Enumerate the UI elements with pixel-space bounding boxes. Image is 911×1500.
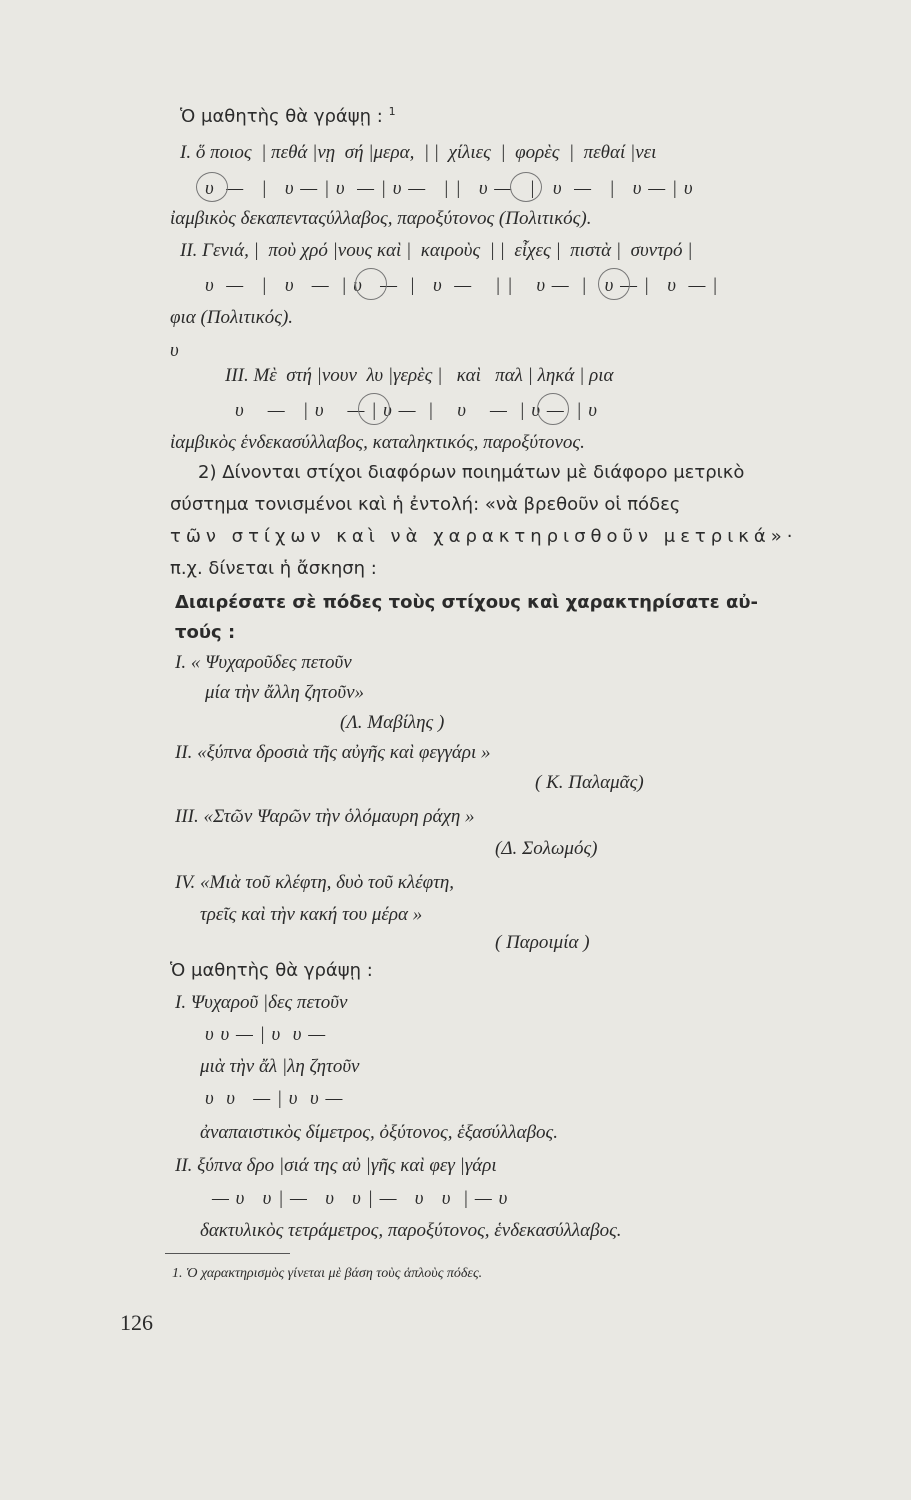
pencil-circle-mark [358,393,390,425]
verse-iii-meter: υ — | υ — | υ — | υ — | υ — | υ [235,400,598,421]
exercise-i-author: (Λ. Μαβίλης ) [340,712,445,733]
exercise-iv-author: ( Παροιμία ) [495,932,590,953]
verse-ii-continuation: φια (Πολιτικός). [170,307,294,328]
verse-i-description: ἰαμβικὸς δεκαπενταςύλλαβος, παροξύτονος (Πολιτικός). [170,208,592,229]
paragraph-2-line-3: τῶν στίχων καὶ νὰ χαρακτηρισθοῦν μετρικά»· [170,526,798,547]
footnote-text: 1. Ὁ χαρακτηρισμὸς γίνεται μὲ βάση τοὺς ἁπλοὺς πόδες. [172,1266,483,1281]
exercise-i-line-2: μία τὴν ἄλλη ζητοῦν» [205,682,365,703]
answer-ii-meter: — υ υ | — υ υ | — υ υ | — υ [212,1188,509,1209]
exercise-instruction-line-2: τούς : [175,622,236,643]
stray-mark: υ [170,340,179,361]
exercise-ii-author: ( Κ. Παλαμᾶς) [535,772,644,793]
answer-ii-description: δακτυλικὸς τετράμετρος, παροξύτονος, ἑνδεκασύλλαβος. [200,1220,622,1241]
answer-i-meter-1: υ υ — | υ υ — [205,1024,327,1045]
verse-iii-line: ΙΙΙ. Μὲ στή |νουν λυ |γερὲς | καὶ παλ | ληκά | ρια [225,365,614,386]
paragraph-2-line-4: π.χ. δίνεται ἡ ἄσκηση : [170,558,377,579]
heading-text: Ὁ μαθητὴς θὰ γράψῃ : [180,106,389,127]
pencil-circle-mark [196,172,228,202]
answer-i-line-2: μιὰ τὴν ἄλ |λη ζητοῦν [200,1056,360,1077]
verse-ii-line: ΙΙ. Γενιά, | ποὺ χρό |νους καὶ | καιροὺς | | εἶχες | πιστὰ | συντρό | [180,240,693,261]
answer-i-meter-2: υ υ — | υ υ — [205,1088,344,1109]
answer-ii-line: ΙΙ. ξύπνα δρο |σιά της αὐ |γῆς καὶ φεγ |γάρι [175,1155,497,1176]
footnote-divider [165,1253,290,1254]
exercise-ii-line: ΙΙ. «ξύπνα δροσιὰ τῆς αὐγῆς καὶ φεγγάρι » [175,742,491,763]
paragraph-2-line-1: 2) Δίνονται στίχοι διαφόρων ποιημάτων μὲ διάφορο μετρικὸ [198,462,745,483]
verse-ii-meter: υ — | υ — | υ — | υ — | | υ — | υ — | υ — | [205,275,719,296]
exercise-iv-line-2: τρεῖς καὶ τὴν κακή του μέρα » [200,904,423,925]
exercise-iii-line: ΙΙΙ. «Στῶν Ψαρῶν τὴν ὁλόμαυρη ράχη » [175,806,475,827]
answer-i-description: ἀναπαιστικὸς δίμετρος, ὀξύτονος, ἑξασύλλαβος. [200,1122,558,1143]
footnote-marker: 1 [388,105,396,118]
pencil-circle-mark [355,268,387,300]
exercise-iv-line-1: ΙV. «Μιὰ τοῦ κλέφτη, δυὸ τοῦ κλέφτη, [175,872,455,893]
pencil-circle-mark [537,393,569,425]
exercise-iii-author: (Δ. Σολωμός) [495,838,598,859]
page-number: 126 [120,1310,153,1335]
verse-iii-description: ἰαμβικὸς ἑνδεκασύλλαβος, καταληκτικός, παροξύτονος. [170,432,585,453]
verse-i-line: Ι. ὅ ποιος | πεθά |νῃ σή |μερα, | | χίλιες | φορὲς | πεθαί |νει [180,142,657,163]
pencil-circle-mark [598,268,630,300]
answer-i-line-1: Ι. Ψυχαροῦ |δες πετοῦν [175,992,348,1013]
exercise-instruction-line-1: Διαιρέσατε σὲ πόδες τοὺς στίχους καὶ χαρακτηρίσατε αὐ- [175,592,758,613]
pencil-circle-mark [510,172,542,202]
exercise-i-line-1: Ι. « Ψυχαροῦδες πετοῦν [175,652,352,673]
paragraph-2-line-2: σύστημα τονισμένοι καὶ ἡ ἐντολή: «νὰ βρεθοῦν οἱ πόδες [170,494,681,515]
student-writes-heading-2: Ὁ μαθητὴς θὰ γράψῃ : [170,960,373,981]
verse-i-meter: υ — | υ — | υ — | υ — | | υ — | υ — | υ — | υ [205,178,694,199]
student-writes-heading [180,105,396,127]
